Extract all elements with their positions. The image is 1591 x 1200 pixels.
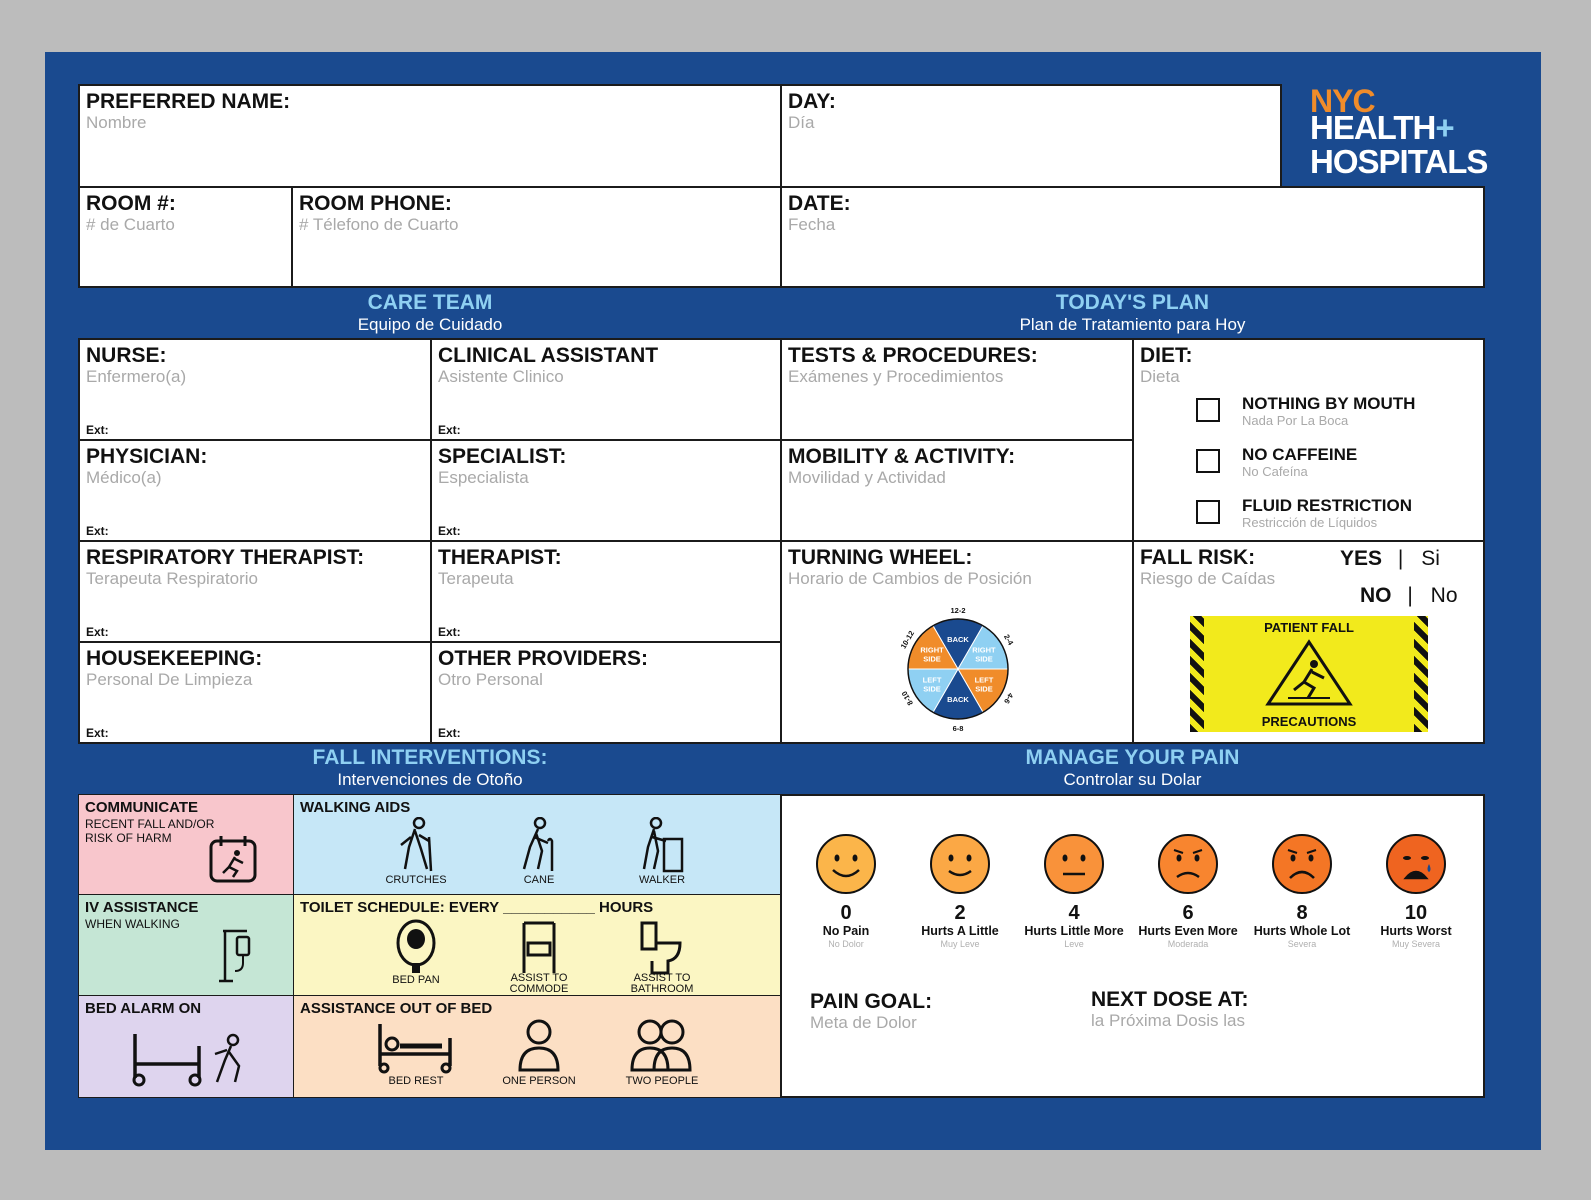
wheel-segment-label: SIDE: [923, 654, 941, 664]
care-team-header: [78, 291, 782, 335]
fluid-restriction-sub: Restricción de Líquidos: [1242, 515, 1378, 530]
housekeeping-sub: Personal De Limpieza: [86, 670, 253, 689]
pain-face-icon[interactable]: [1044, 834, 1104, 894]
wheel-segment-label: SIDE: [923, 684, 941, 694]
bed-pan-label: BED PAN: [392, 974, 440, 986]
date-sub: Fecha: [788, 215, 836, 234]
pain-level-label: No Pain: [822, 924, 870, 938]
pain-goal-sub: Meta de Dolor: [810, 1013, 917, 1032]
day-field[interactable]: [780, 84, 1282, 188]
mobility-activity-sub: Movilidad y Actividad: [788, 468, 946, 487]
physician-field[interactable]: [78, 439, 432, 542]
other-providers-sub: Otro Personal: [438, 670, 543, 689]
assistance-out-of-bed-box[interactable]: [293, 995, 782, 1098]
bed-alarm-label: BED ALARM ON: [85, 1000, 202, 1017]
bed-rest-label: BED REST: [388, 1075, 444, 1087]
diet-label: DIET:: [1140, 344, 1193, 367]
one-person-icon: [514, 1018, 564, 1074]
wheel-segment-label: SIDE: [975, 684, 993, 694]
next-dose-sub: la Próxima Dosis las: [1091, 1011, 1245, 1030]
bed-alarm-icon: [129, 1030, 259, 1088]
turning-wheel-sub: Horario de Cambios de Posición: [788, 569, 1032, 588]
fall-risk-field[interactable]: [1132, 540, 1485, 744]
care-team-title: CARE TEAM: [367, 291, 493, 314]
toilet-icon: [636, 919, 686, 975]
pain-level-sub: No Dolor: [828, 939, 864, 949]
other-providers-field[interactable]: [430, 641, 782, 744]
walking-aids-box[interactable]: [293, 794, 782, 896]
next-dose-field[interactable]: [1091, 988, 1411, 1048]
care-team-sub: Equipo de Cuidado: [357, 315, 503, 334]
logo-plus: +: [1435, 109, 1454, 146]
commode-label: ASSIST TO COMMODE: [509, 972, 569, 995]
iv-assistance-box[interactable]: [78, 894, 295, 996]
day-sub: Día: [788, 113, 815, 132]
pain-face-icon[interactable]: [1272, 834, 1332, 894]
pain-level-label: Hurts A Little: [921, 924, 999, 938]
wheel-segment-label: BACK: [947, 695, 969, 704]
logo-hospitals: HOSPITALS: [1310, 143, 1488, 180]
date-field[interactable]: [780, 186, 1485, 288]
nurse-field[interactable]: [78, 338, 432, 441]
room-phone-field[interactable]: [291, 186, 782, 288]
therapist-label: THERAPIST:: [438, 546, 562, 569]
pain-level-text: [1237, 902, 1367, 949]
preferred-name-label: PREFERRED NAME:: [86, 90, 291, 113]
iv-assistance-sub: WHEN WALKING: [85, 917, 180, 931]
pain-level-label: Hurts Little More: [1024, 924, 1124, 938]
room-phone-label: ROOM PHONE:: [299, 192, 452, 215]
pain-level-text: [1123, 902, 1253, 949]
pain-level-sub: Muy Leve: [940, 939, 980, 949]
bed-pan-icon: [391, 919, 441, 975]
communicate-box[interactable]: [78, 794, 295, 896]
tests-procedures-sub: Exámenes y Procedimientos: [788, 367, 1004, 386]
communicate-sub: RECENT FALL AND/OR RISK OF HARM: [85, 817, 215, 845]
next-dose-label: NEXT DOSE AT:: [1091, 988, 1249, 1011]
crutches-label: CRUTCHES: [385, 874, 447, 886]
wheel-segment-label: SIDE: [975, 654, 993, 664]
housekeeping-label: HOUSEKEEPING:: [86, 647, 263, 670]
fall-risk-sep-1: |: [1397, 547, 1404, 570]
room-phone-sub: # Télefono de Cuarto: [299, 215, 459, 234]
manage-pain-sub: Controlar su Dolar: [1063, 770, 1202, 789]
wheel-time-label: 6-8: [952, 724, 964, 733]
fall-risk-no: NO: [1360, 584, 1392, 607]
pain-level-sub: Severa: [1287, 939, 1317, 949]
bathroom-label: ASSIST TO BATHROOM: [630, 972, 694, 995]
patient-fall-top-text: PATIENT FALL: [1264, 620, 1354, 635]
walker-label: WALKER: [638, 874, 686, 886]
specialist-sub: Especialista: [438, 468, 529, 487]
pain-level-text: [1009, 902, 1139, 949]
no-caffeine-label: NO CAFFEINE: [1242, 445, 1358, 464]
clinical-assistant-sub: Asistente Clinico: [438, 367, 564, 386]
clinical-assistant-label: CLINICAL ASSISTANT: [438, 344, 659, 367]
nothing-by-mouth-sub: Nada Por La Boca: [1242, 413, 1349, 428]
pain-level-number: 0: [840, 902, 852, 924]
nurse-label: NURSE:: [86, 344, 167, 367]
physician-ext: Ext:: [86, 524, 109, 538]
walking-aids-label: WALKING AIDS: [300, 799, 411, 816]
pain-level-label: Hurts Even More: [1138, 924, 1238, 938]
walker-icon: [634, 817, 690, 873]
communicate-label: COMMUNICATE: [85, 799, 199, 816]
wheel-time-label: 10-12: [898, 629, 917, 651]
date-label: DATE:: [788, 192, 851, 215]
cane-icon: [514, 817, 564, 873]
wheel-segment-label: LEFT: [922, 675, 942, 685]
fall-risk-yes-option[interactable]: [1340, 547, 1440, 571]
housekeeping-field[interactable]: [78, 641, 432, 744]
tests-procedures-field[interactable]: [780, 338, 1134, 441]
two-people-label: TWO PEOPLE: [625, 1075, 699, 1087]
clinical-assistant-field[interactable]: [430, 338, 782, 441]
pain-level-number: 10: [1404, 902, 1428, 924]
patient-fall-sign: [1190, 616, 1428, 732]
pain-scale-panel: [780, 794, 1485, 1098]
clinical-assistant-ext: Ext:: [438, 423, 461, 437]
wheel-time-label: 4-6: [1002, 691, 1016, 706]
turning-wheel-label: TURNING WHEEL:: [788, 546, 973, 569]
cane-label: CANE: [523, 874, 555, 886]
assistance-out-of-bed-label: ASSISTANCE OUT OF BED: [300, 1000, 493, 1017]
calendar-fall-icon: [207, 833, 261, 887]
manage-pain-header: [780, 746, 1485, 790]
todays-plan-sub: Plan de Tratamiento para Hoy: [1019, 315, 1246, 334]
room-number-field[interactable]: [78, 186, 293, 288]
logo-health: HEALTH: [1310, 109, 1436, 146]
respiratory-therapist-sub: Terapeuta Respiratorio: [86, 569, 258, 588]
one-person-label: ONE PERSON: [502, 1075, 576, 1087]
diet-sub: Dieta: [1140, 367, 1180, 386]
preferred-name-field[interactable]: [78, 84, 782, 188]
fall-risk-label: FALL RISK:: [1140, 546, 1256, 569]
fall-interventions-header: [78, 746, 782, 790]
physician-label: PHYSICIAN:: [86, 445, 208, 468]
pain-level-text: [895, 902, 1025, 949]
pain-face-icon[interactable]: [930, 834, 990, 894]
logo-nyc: NYC: [1310, 83, 1375, 119]
wheel-segment-label: RIGHT: [920, 645, 944, 655]
nurse-sub: Enfermero(a): [86, 367, 187, 386]
pain-level-text: [1351, 902, 1481, 949]
commode-icon: [514, 919, 564, 975]
bed-alarm-box[interactable]: [78, 995, 295, 1098]
preferred-name-sub: Nombre: [86, 113, 147, 132]
turning-wheel-chart: [888, 599, 1028, 739]
wheel-segment-label: LEFT: [974, 675, 994, 685]
pain-face-icon[interactable]: [1386, 834, 1446, 894]
mobility-activity-field[interactable]: [780, 439, 1134, 542]
room-number-label: ROOM #:: [86, 192, 176, 215]
no-caffeine-sub: No Cafeína: [1242, 464, 1308, 479]
pain-face-icon[interactable]: [816, 834, 876, 894]
pain-level-label: Hurts Whole Lot: [1253, 924, 1351, 938]
specialist-ext: Ext:: [438, 524, 461, 538]
fall-interventions-title: FALL INTERVENTIONS:: [312, 746, 548, 769]
wheel-segment-label: RIGHT: [972, 645, 996, 655]
specialist-field[interactable]: [430, 439, 782, 542]
wheel-time-label: 8-10: [899, 689, 915, 708]
other-providers-ext: Ext:: [438, 726, 461, 740]
pain-level-number: 4: [1068, 902, 1080, 924]
nothing-by-mouth-checkbox[interactable]: [1196, 398, 1220, 422]
todays-plan-header: [780, 291, 1485, 335]
bed-rest-icon: [376, 1018, 456, 1074]
fall-risk-no-option[interactable]: [1360, 584, 1458, 608]
iv-pole-icon: [215, 927, 255, 983]
therapist-field[interactable]: [430, 540, 782, 643]
other-providers-label: OTHER PROVIDERS:: [438, 647, 649, 670]
pain-face-icon[interactable]: [1158, 834, 1218, 894]
nyc-health-hospitals-logo: [1302, 83, 1510, 187]
wheel-time-label: 12-2: [950, 606, 966, 615]
pain-goal-field[interactable]: [810, 990, 1070, 1050]
iv-assistance-label: IV ASSISTANCE: [85, 899, 199, 916]
fall-risk-yes: YES: [1340, 547, 1383, 570]
fall-risk-sub: Riesgo de Caídas: [1140, 569, 1276, 588]
pain-level-number: 6: [1182, 902, 1194, 924]
respiratory-therapist-ext: Ext:: [86, 625, 109, 639]
fall-interventions-sub: Intervenciones de Otoño: [337, 770, 523, 789]
respiratory-therapist-label: RESPIRATORY THERAPIST:: [86, 546, 365, 569]
nurse-ext: Ext:: [86, 423, 109, 437]
pain-level-text: [781, 902, 911, 949]
fluid-restriction-label: FLUID RESTRICTION: [1242, 496, 1412, 515]
pain-level-sub: Muy Severa: [1391, 939, 1441, 949]
day-label: DAY:: [788, 90, 836, 113]
physician-sub: Médico(a): [86, 468, 162, 487]
toilet-schedule-box[interactable]: [293, 894, 782, 996]
pain-level-sub: Moderada: [1167, 939, 1209, 949]
housekeeping-ext: Ext:: [86, 726, 109, 740]
therapist-sub: Terapeuta: [438, 569, 514, 588]
pain-level-sub: Leve: [1064, 939, 1084, 949]
two-people-icon: [628, 1018, 694, 1074]
room-number-sub: # de Cuarto: [86, 215, 175, 234]
todays-plan-title: TODAY'S PLAN: [1055, 291, 1210, 314]
toilet-schedule-label: TOILET SCHEDULE: EVERY ___________ HOURS: [300, 899, 654, 916]
pain-level-number: 2: [954, 902, 966, 924]
diet-field[interactable]: [1132, 338, 1485, 542]
turning-wheel-field[interactable]: [780, 540, 1134, 744]
pain-level-number: 8: [1296, 902, 1308, 924]
pain-goal-label: PAIN GOAL:: [810, 990, 933, 1013]
therapist-ext: Ext:: [438, 625, 461, 639]
respiratory-therapist-field[interactable]: [78, 540, 432, 643]
tests-procedures-label: TESTS & PROCEDURES:: [788, 344, 1038, 367]
specialist-label: SPECIALIST:: [438, 445, 567, 468]
mobility-activity-label: MOBILITY & ACTIVITY:: [788, 445, 1016, 468]
pain-level-label: Hurts Worst: [1380, 924, 1452, 938]
logo-health-hospitals: [1310, 111, 1487, 179]
wheel-time-label: 2-4: [1002, 632, 1016, 647]
no-caffeine-checkbox[interactable]: [1196, 449, 1220, 473]
patient-fall-bottom-text: PRECAUTIONS: [1261, 714, 1357, 729]
fall-risk-sep-2: |: [1407, 584, 1413, 607]
fall-risk-si: Si: [1421, 547, 1440, 570]
manage-pain-title: MANAGE YOUR PAIN: [1025, 746, 1240, 769]
fluid-restriction-checkbox[interactable]: [1196, 500, 1220, 524]
fall-warning-icon: [1264, 638, 1354, 708]
wheel-segment-label: BACK: [947, 635, 969, 644]
crutches-icon: [391, 817, 441, 873]
nothing-by-mouth-label: NOTHING BY MOUTH: [1242, 394, 1416, 413]
fall-risk-no-es: No: [1430, 584, 1458, 607]
